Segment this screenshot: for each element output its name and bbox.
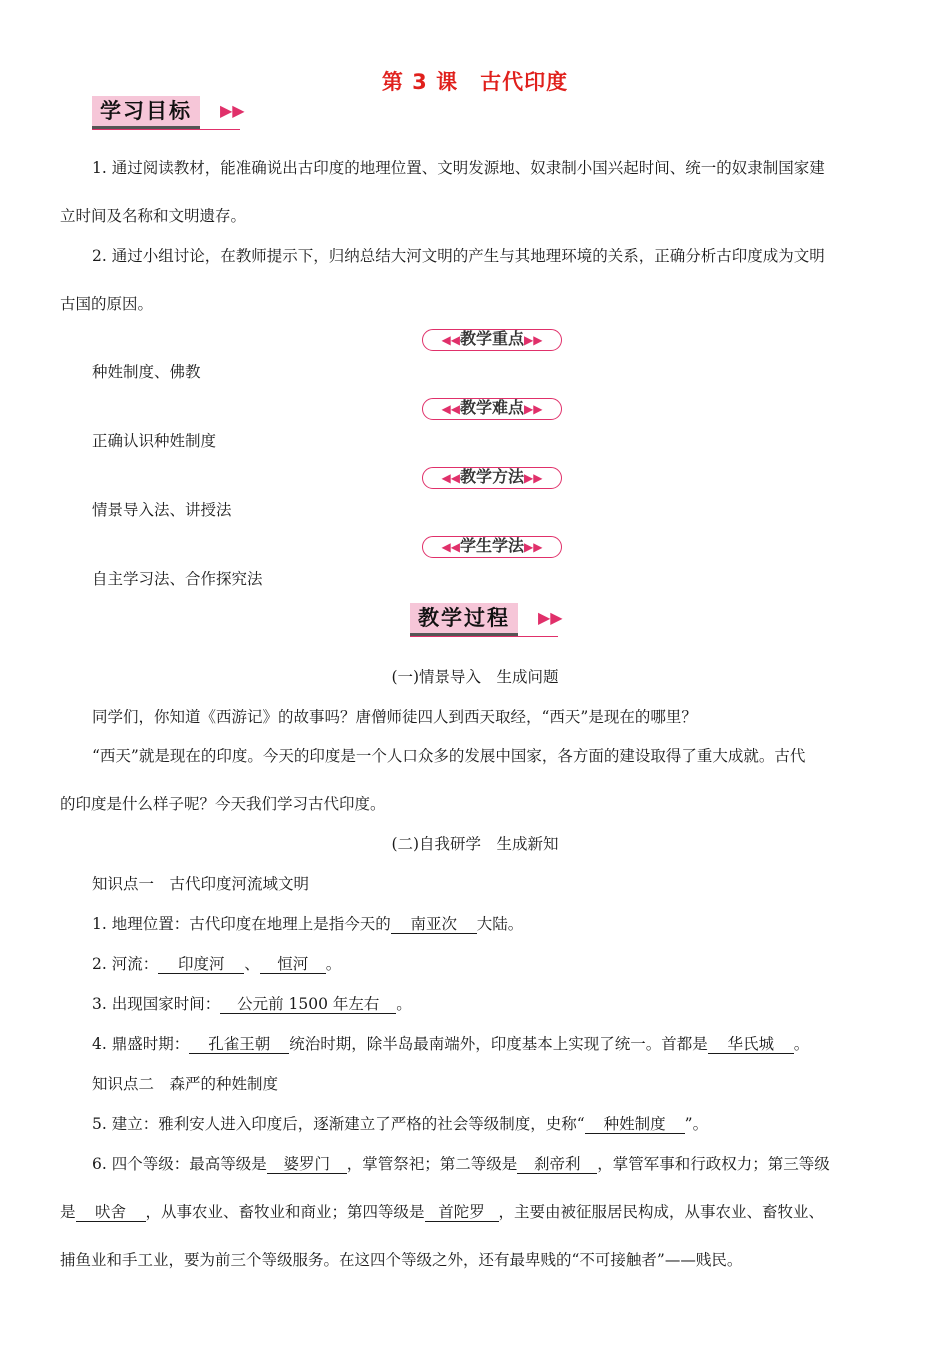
answer-blank: 刹帝利	[517, 1155, 597, 1174]
right-arrow-icon: ▶▶	[524, 471, 543, 485]
double-arrow-icon: ▶▶	[538, 608, 563, 627]
question-1: 1. 地理位置：古代印度在地理上是指今天的 南亚次 大陆。	[92, 915, 524, 933]
answer-blank: 恒河	[260, 955, 326, 974]
intro-paragraph-1: 同学们，你知道《西游记》的故事吗？唐僧师徒四人到西天取经，“西天”是现在的哪里？	[92, 708, 697, 726]
left-arrow-icon: ◀◀	[441, 402, 460, 416]
key-points-label: 教学重点	[459, 329, 524, 348]
page-title	[0, 66, 950, 96]
banner-underline	[92, 96, 240, 130]
key-points-pill	[422, 329, 562, 353]
key-points-text: 种姓制度、佛教	[92, 363, 201, 381]
answer-blank: 婆罗门	[267, 1155, 347, 1174]
difficulty-label: 教学难点	[459, 398, 524, 417]
knowledge-point-1: 知识点一 古代印度河流域文明	[92, 875, 310, 893]
lesson-number: 第 3 课	[381, 70, 459, 94]
answer-blank: 首陀罗	[425, 1203, 499, 1222]
difficulty-pill	[422, 398, 562, 422]
lesson-name: 古代印度	[480, 70, 569, 94]
answer-blank: 孔雀王朝	[189, 1035, 289, 1054]
objective-2-line-1: 2. 通过小组讨论，在教师提示下，归纳总结大河文明的产生与其地理环境的关系，正确分析古印度成为文明	[92, 247, 825, 265]
answer-blank: 种姓制度	[585, 1115, 685, 1134]
method-text: 情景导入法、讲授法	[92, 501, 232, 519]
objective-1-line-2: 立时间及名称和文明遗存。	[60, 207, 247, 225]
answer-blank: 吠舍	[76, 1203, 146, 1222]
question-6-line-2: 是 吠舍 ，从事农业、畜牧业和商业；第四等级是 首陀罗 ，主要由被征服居民构成，从事农业、畜牧业、	[60, 1203, 825, 1221]
part-2-heading: (二)自我研学 生成新知	[391, 835, 559, 853]
part-1-heading: (一)情景导入 生成问题	[391, 668, 559, 686]
objective-1-line-1: 1. 通过阅读教材，能准确说出古印度的地理位置、文明发源地、奴隶制小国兴起时间、统一的奴隶制国家建	[92, 159, 825, 177]
study-pill	[422, 536, 562, 560]
question-5: 5. 建立：雅利安人进入印度后，逐渐建立了严格的社会等级制度，史称“ 种姓制度 ”。	[92, 1115, 709, 1133]
right-arrow-icon: ▶▶	[524, 333, 543, 347]
process-banner	[410, 603, 563, 637]
answer-blank: 印度河	[158, 955, 244, 974]
right-arrow-icon: ▶▶	[524, 402, 543, 416]
intro-paragraph-2-line-1: “西天”就是现在的印度。今天的印度是一个人口众多的发展中国家，各方面的建设取得了重大成就。古代	[92, 747, 806, 765]
double-arrow-icon: ▶▶	[220, 101, 245, 120]
objectives-banner-label: 学习目标	[92, 96, 200, 129]
method-label: 教学方法	[459, 467, 524, 486]
question-2: 2. 河流： 印度河 、 恒河 。	[92, 955, 342, 973]
method-pill	[422, 467, 562, 491]
banner-underline	[410, 603, 558, 637]
question-6-line-1: 6. 四个等级：最高等级是 婆罗门 ，掌管祭祀；第二等级是 刹帝利 ，掌管军事和行政权力；第三等级	[92, 1155, 830, 1173]
left-arrow-icon: ◀◀	[441, 471, 460, 485]
question-3: 3. 出现国家时间： 公元前 1500 年左右 。	[92, 995, 412, 1013]
study-text: 自主学习法、合作探究法	[92, 570, 263, 588]
answer-blank: 华氏城	[708, 1035, 794, 1054]
answer-blank: 南亚次	[391, 915, 477, 934]
left-arrow-icon: ◀◀	[441, 333, 460, 347]
knowledge-point-2: 知识点二 森严的种姓制度	[92, 1075, 279, 1093]
right-arrow-icon: ▶▶	[524, 540, 543, 554]
process-banner-label: 教学过程	[410, 603, 518, 636]
study-label: 学生学法	[459, 536, 524, 555]
objectives-banner	[92, 96, 245, 130]
difficulty-text: 正确认识种姓制度	[92, 432, 217, 450]
intro-paragraph-2-line-2: 的印度是什么样子呢？今天我们学习古代印度。	[60, 795, 386, 813]
question-4: 4. 鼎盛时期： 孔雀王朝 统治时期，除半岛最南端外，印度基本上实现了统一。首都是 华氏城 。	[92, 1035, 810, 1053]
objective-2-line-2: 古国的原因。	[60, 295, 154, 313]
left-arrow-icon: ◀◀	[441, 540, 460, 554]
answer-blank: 公元前 1500 年左右	[220, 995, 396, 1014]
question-6-line-3: 捕鱼业和手工业，要为前三个等级服务。在这四个等级之外，还有最卑贱的“不可接触者”——贱民。	[60, 1251, 743, 1269]
